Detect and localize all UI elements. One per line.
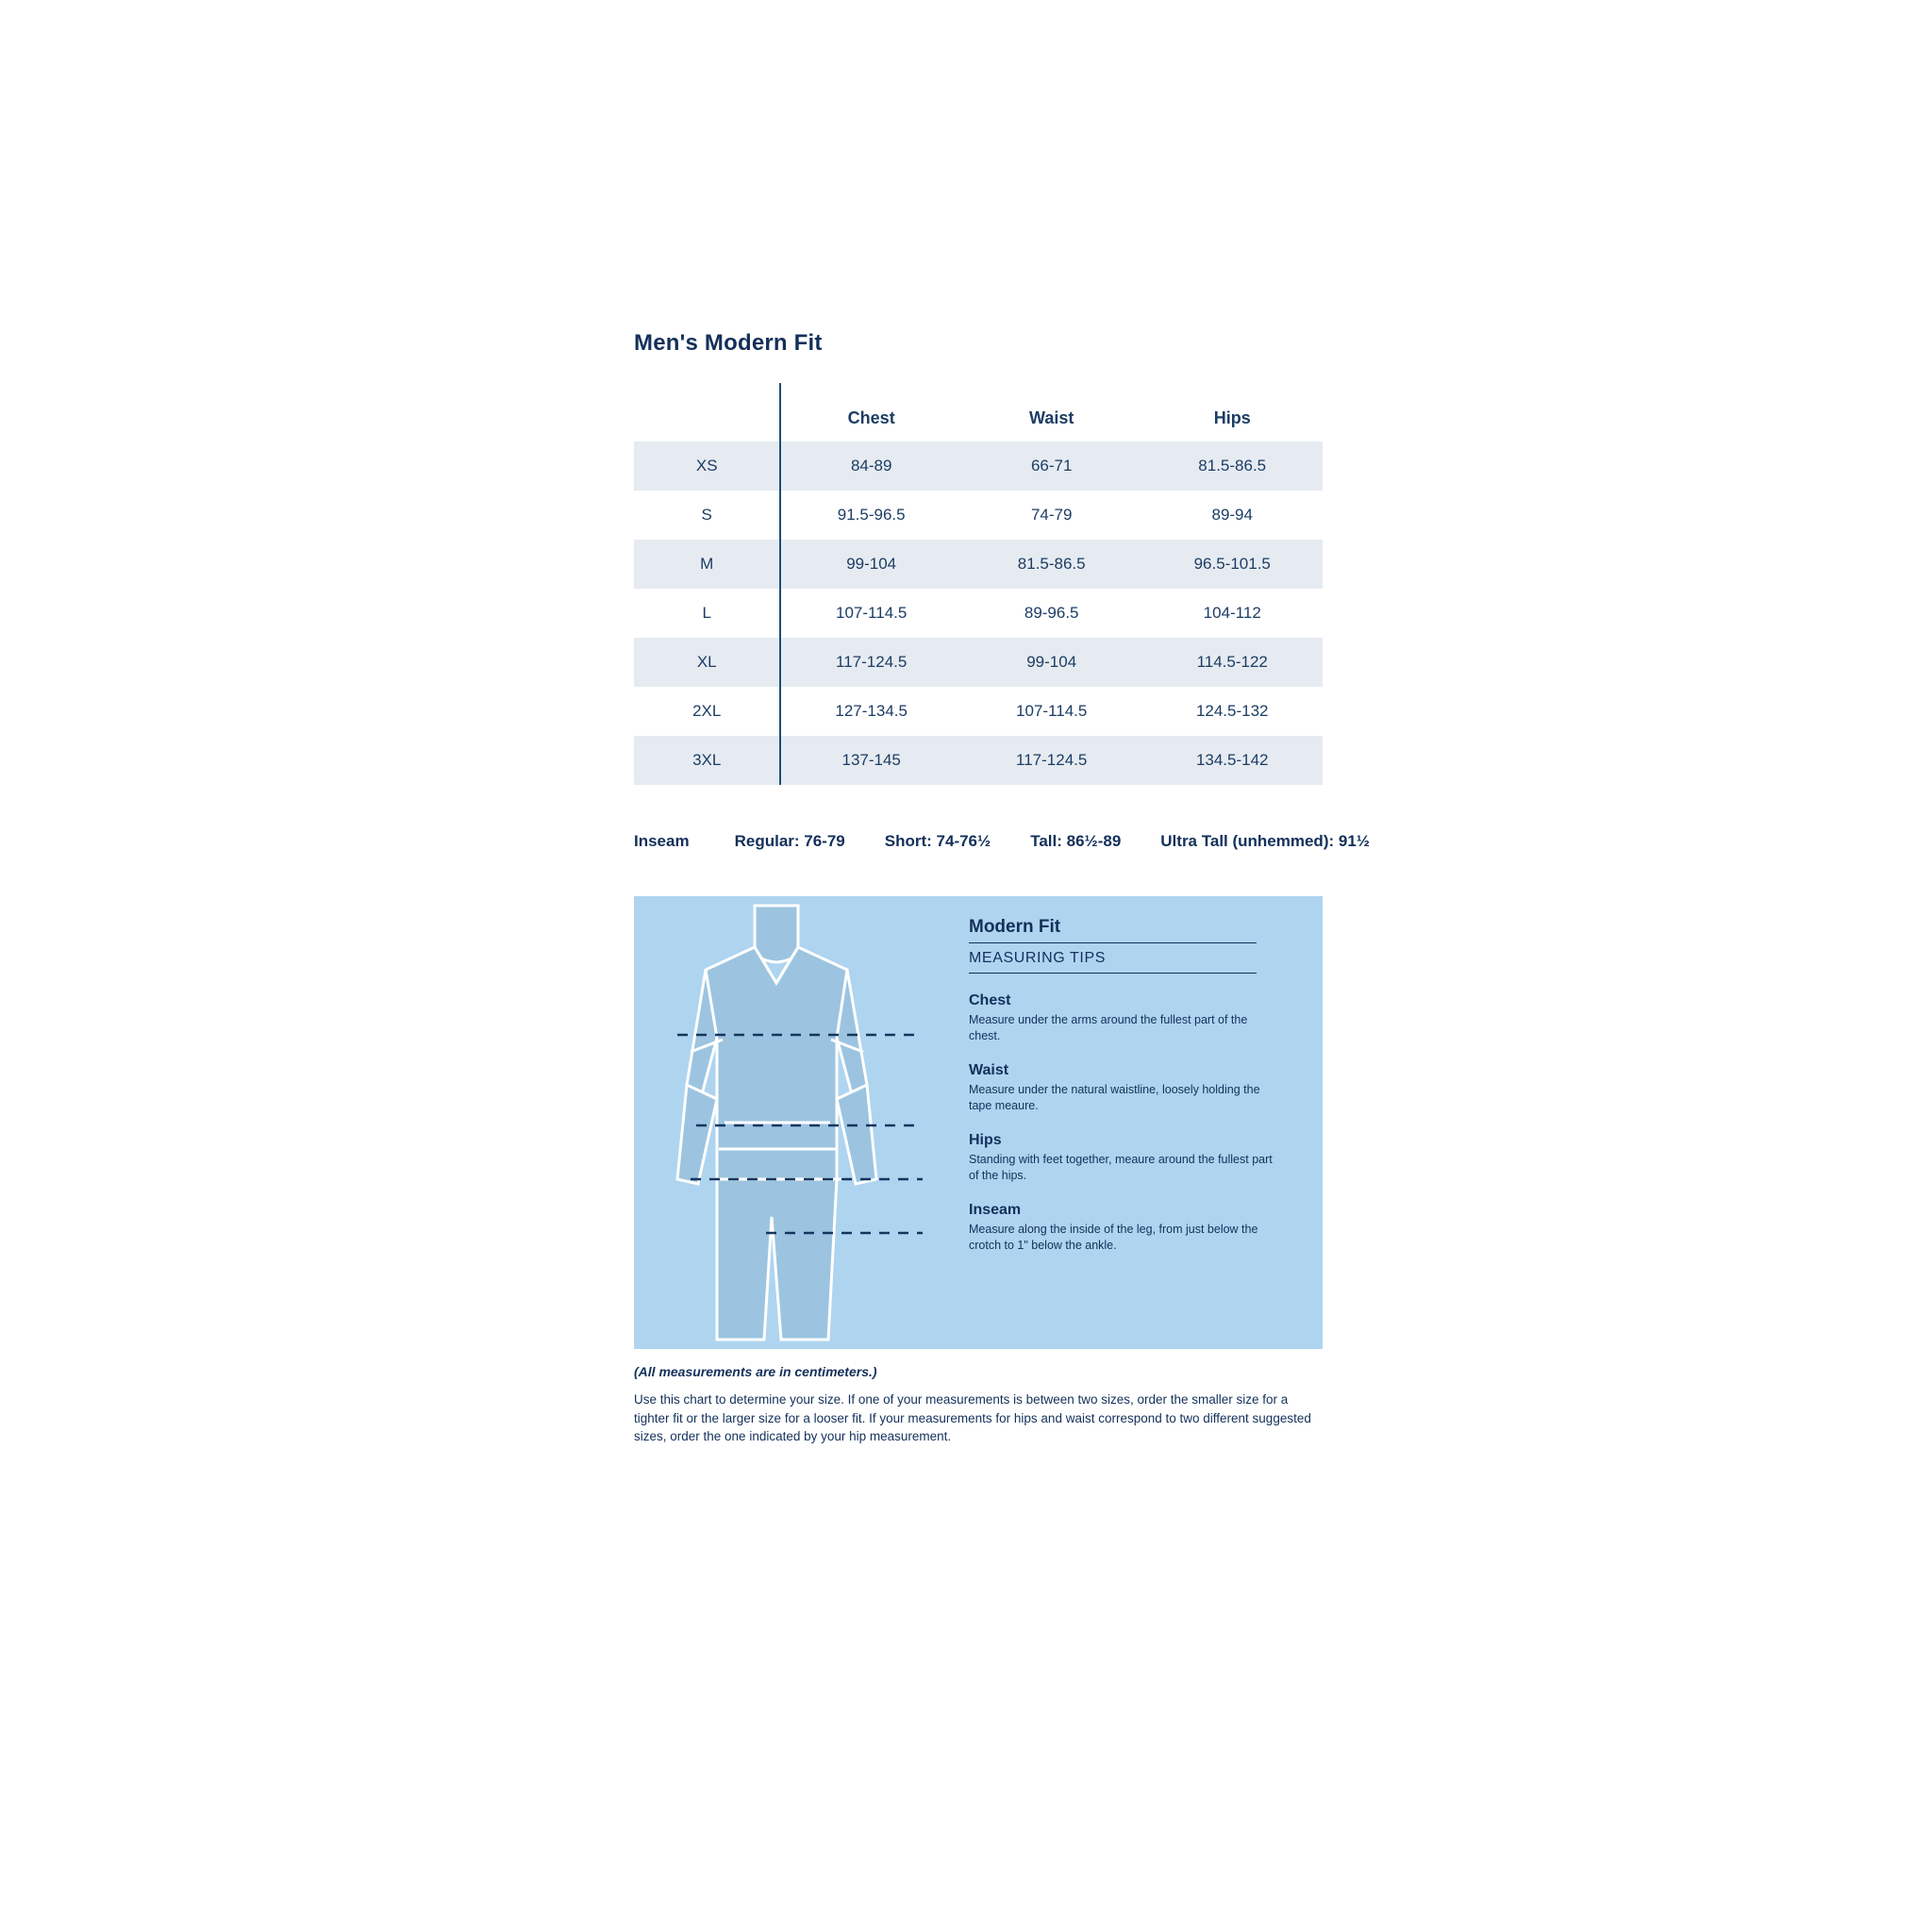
column-header-chest: Chest: [847, 408, 895, 427]
tip-chest-desc: Measure under the arms around the fullest part of the chest.: [969, 1013, 1248, 1042]
cell-size: XS: [634, 441, 780, 491]
cell-hips: 81.5-86.5: [1141, 441, 1323, 491]
tip-hips-name: Hips: [969, 1132, 1002, 1148]
tips-column: [969, 917, 1299, 1253]
size-table: [634, 383, 1323, 785]
cell-chest: 84-89: [780, 441, 961, 491]
column-header-waist: Waist: [1029, 408, 1074, 427]
table-row: [634, 540, 1323, 589]
table-body: [634, 441, 1323, 785]
inseam-option-regular: Regular: 76-79: [734, 832, 845, 850]
cell-hips: 124.5-132: [1195, 702, 1269, 720]
panel-subheading: MEASURING TIPS: [969, 950, 1257, 974]
table-row: [634, 736, 1323, 785]
column-header-size: [634, 383, 780, 441]
cell-chest: 99-104: [780, 540, 961, 589]
column-header-hips: Hips: [1213, 408, 1251, 427]
cell-chest: 91.5-96.5: [837, 506, 906, 524]
body-figure-illustration: [643, 896, 936, 1349]
cell-size: M: [634, 540, 780, 589]
table-header-row: [634, 383, 1323, 441]
tip-inseam-name: Inseam: [969, 1202, 1022, 1218]
cell-waist: 99-104: [961, 638, 1142, 687]
page-title: Men's Modern Fit: [634, 330, 823, 356]
cell-size: XL: [634, 638, 780, 687]
inseam-option-tall: Tall: 86½-89: [1030, 832, 1122, 850]
units-note: (All measurements are in centimeters.): [634, 1364, 877, 1379]
tip-chest-name: Chest: [969, 992, 1011, 1008]
table-row: [634, 491, 1323, 540]
cell-chest: 107-114.5: [836, 604, 908, 622]
tip-inseam: [969, 1202, 1299, 1253]
table-header: [634, 383, 1323, 441]
table-row: [634, 589, 1323, 638]
cell-hips: 104-112: [1203, 604, 1261, 622]
panel-heading: Modern Fit: [969, 917, 1257, 943]
cell-waist: 117-124.5: [961, 736, 1142, 785]
measuring-tips-panel: [634, 896, 1323, 1349]
tip-waist-name: Waist: [969, 1062, 1009, 1078]
cell-waist: 89-96.5: [1024, 604, 1079, 622]
cell-waist: 81.5-86.5: [961, 540, 1142, 589]
cell-size: L: [634, 589, 780, 638]
cell-size: 3XL: [634, 736, 780, 785]
table-row: [634, 687, 1323, 736]
cell-waist: 107-114.5: [1016, 702, 1088, 720]
cell-chest: 127-134.5: [835, 702, 908, 720]
cell-size: S: [634, 491, 780, 540]
tip-waist-desc: Measure under the natural waistline, loosely holding the tape meaure.: [969, 1083, 1260, 1112]
tip-inseam-desc: Measure along the inside of the leg, from just below the crotch to 1" below the ankle.: [969, 1223, 1258, 1252]
tip-hips-desc: Standing with feet together, meaure around the fullest part of the hips.: [969, 1153, 1273, 1182]
cell-hips: 96.5-101.5: [1141, 540, 1323, 589]
inseam-label: Inseam: [634, 832, 690, 850]
inseam-option-ultra-tall: Ultra Tall (unhemmed): 91½: [1160, 832, 1370, 850]
cell-hips: 89-94: [1211, 506, 1253, 524]
cell-waist: 74-79: [1030, 506, 1073, 524]
tip-hips: [969, 1132, 1299, 1183]
table-row: [634, 441, 1323, 491]
cell-chest: 117-124.5: [780, 638, 961, 687]
size-chart-sheet: [634, 330, 1370, 1446]
cell-chest: 137-145: [780, 736, 961, 785]
inseam-option-short: Short: 74-76½: [884, 832, 991, 850]
cell-size: 2XL: [634, 687, 780, 736]
inseam-row: [634, 832, 1370, 851]
cell-hips: 114.5-122: [1141, 638, 1323, 687]
tip-chest: [969, 992, 1299, 1043]
cell-hips: 134.5-142: [1141, 736, 1323, 785]
tip-waist: [969, 1062, 1299, 1113]
usage-note: Use this chart to determine your size. If one of your measurements is between two sizes, order the smaller size for a tighter fit or the larger size for a looser fit. If your measurements for hips and waist correspond to two different suggested sizes, order the one indicated by your hip measurement.: [634, 1392, 1311, 1444]
table-row: [634, 638, 1323, 687]
cell-waist: 66-71: [961, 441, 1142, 491]
